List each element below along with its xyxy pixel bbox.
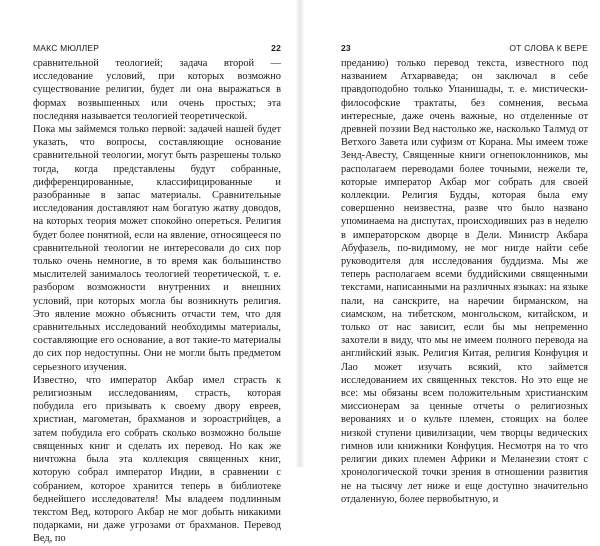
right-page [304,0,600,505]
page-number-right: 23 [341,43,351,53]
left-page [0,0,296,545]
paragraph: Пока мы займемся только первой: задачей нашей будет указать, что вопросы, составляющие основание сравнительной теологии, могут быть разрешены только тогда, когда представлены будут собранные, дифференцированные, классифицированные и разобранные в запас материалы. Сравнительные исследования доставляют нам богатую жатву доводов, на которых теория может спокойно опереться. Религия будет более понятной, если на явление, относящееся по сравнительной теологии не интересовали до сих пор только очень немногие, в то время как большинство мыслителей занималось теологией теоретической, т. е. разбором возможности внутренних и внешних условий, при которых могла бы возникнуть религия. Это явление можно объяснить отчасти тем, что для сравнительных исследований необходимы материалы, составляющие его основание, а вот такие-то материалы до сих пор недоступны. Они не могли быть предметом серьезного изучения. [33,124,281,373]
paragraph: сравнительной теологией; задача второй — исследование условий, при которых возможно существование религии, будет ли она выражаться в формах возвышенных или очень простых; эта последняя называется теологией теоретической. [33,58,281,122]
left-page-body [33,57,281,546]
book-gutter [296,0,304,467]
paragraph: Известно, что император Акбар имел страсть к религиозным исследованиям, страсть, которая побудила его призывать к своему двору евреев, христиан, магометан, брахманов и зороастрийцев, а затем побудила его собрать сколько возможно больше священных книг и сделать их перевод. Но как же ничтожна была эта коллекция священных книг, которую собрал император Индии, в сравнении с собранием, которое хранится теперь в библиотеке беднейшего исследователя! Мы владеем подлинным текстом Вед, которого Акбар не мог добыть никакими подарками, ни даже угрозами от брахманов. Перевод Вед, по [33,374,281,545]
right-page-body [341,57,588,506]
running-head-title: ОТ СЛОВА К ВЕРЕ [509,43,588,53]
paragraph: преданию) только перевод текста, известного под названием Атхарваведа; он заключал в себе правдоподобно только Упанишады, т. е. мистически-философские трактаты, без сомнения, весьма интересные, даже очень важные, но отделенные от древней поэзии Вед настолько же, насколько Талмуд от Ветхого Завета или суфизм от Корана. Мы имеем тоже Зенд-Авесту, Священные книги огнепоклонников, мы располагаем переводами более точными, нежели те, которые император Акбар мог собрать для своей коллекции. Религия Будды, которая была ему совершенно неизвестна, разве что было названо упоминаема на диспутах, происходивших раз в неделю в императорском дворце в Дели. Министр Акбара Абуфазель, по-видимому, не мог нигде найти себе руководителя для исследования буддизма. Мы же теперь располагаем всеми буддийскими священными текстами, написанными на различных языках: на языке пали, на санскрите, на наречии бирманском, на сиамском, на тибетском, монгольском, китайском, и только от нас зависит, если бы мы непременно захотели в виду, что мы не имеем полного перевода на английский язык. Религия Китая, религия Конфуция и Лао может изучать всякий, кто займется исследованием их священных текстов. Но это еще не все: мы обязаны всем положительным христианским миссионерам за ценные отчеты о религиозных верованиях и о культе племен, стоящих на более низкой ступени цивилизации, чем творцы ведических гимнов или книжники Конфуция. Несмотря на то что религии диких племен Африки и Меланезии стоят с хронологической точки зрения в отношении развития не на тысячу лет ниже и еще доступно значительно отдаленную, более первобытную, и [341,58,588,505]
page-number-left: 22 [271,43,281,53]
running-head-author: МАКС МЮЛЛЕР [33,43,100,53]
